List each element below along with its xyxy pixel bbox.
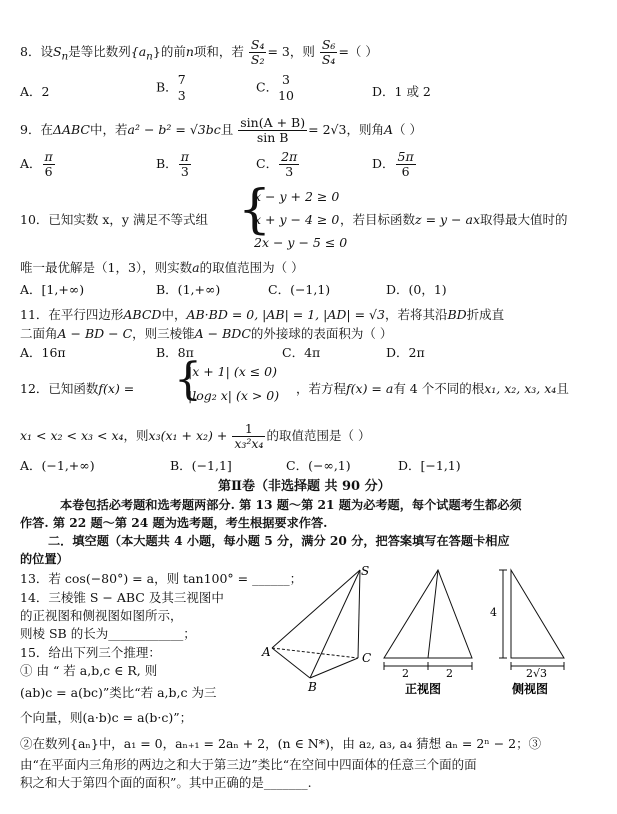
q8-option-a: A．2 (20, 84, 50, 99)
q8-option-d: D．1 或 2 (372, 84, 431, 99)
q9-option-b: B． $\frac{\pi}{3}$ (156, 149, 189, 179)
q10-option-d: D．(0，1) (386, 282, 447, 297)
label-a: A (262, 645, 271, 659)
front-width-1: 2 (402, 667, 409, 680)
q11-option-c: C．4π (282, 345, 321, 360)
q11-option-b: B．8π (156, 345, 194, 360)
q9-option-a: A． $\frac{\pi}{6}$ (20, 149, 53, 179)
q10-constraint-2: x + y − 4 ≥ 0 (254, 212, 340, 227)
q8-fraction-1: $\frac{\text{S₄}}{\text{S₂}}$ (250, 37, 265, 67)
q10-brace: { (238, 180, 272, 240)
part2-intro-1: 本卷包括必考题和选考题两部分. 第 13 题～第 21 题为必考题，每个试题考生都必须 (60, 498, 522, 512)
side-view-figure (499, 570, 564, 670)
q12-line2: x₁ < x₂ < x₃ < x₄，则x₃(x₁ + x₂) + $\frac{1}{\text{x₃²x₄}}$ 的取值范围是（ ） (20, 421, 371, 451)
fill-section-title-2: 的位置） (20, 552, 69, 566)
q8-option-c: C． 3 10 (256, 72, 294, 103)
q9-stem: 9．在ΔABC中，若a² − b² = √3bc且 $\frac{\sin(A + B)}{\text{sin B}}$ = 2√3，则角A（ ） (20, 115, 422, 145)
label-b: B (308, 680, 317, 694)
q11-option-a: A．16π (20, 345, 66, 360)
label-s: S (361, 564, 370, 578)
q12-option-d: D．[−1,1) (398, 458, 461, 473)
front-width-2: 2 (446, 667, 453, 680)
part2-title: 第Ⅱ卷（非选择题 共 90 分） (218, 479, 391, 494)
q9-option-c: C． $\frac{2\pi}{3}$ (256, 149, 298, 179)
q10-line2: 唯一最优解是（1，3），则实数a的取值范围为（ ） (20, 260, 304, 275)
q15-line-3: (ab)c = a(bc)”类比“若 a,b,c 为三 (20, 685, 217, 700)
label-c: C (362, 651, 372, 665)
q9-option-d: D． $\frac{5\pi}{6}$ (372, 149, 414, 179)
q15-line-7: 积之和大于第四个面的面积”。其中正确的是_______. (20, 775, 312, 790)
side-view-label: 侧视图 (512, 682, 549, 696)
front-view-label: 正视图 (405, 682, 442, 696)
q14-line-2: 的正视图和侧视图如图所示， (20, 608, 183, 623)
fill-section-title-1: 二．填空题（本大题共 4 小题，每小题 5 分，满分 20 分，把答案填写在答题卡相应 (48, 534, 510, 548)
q15-line-4: 个向量，则(a·b)c = a(b·c)”； (20, 710, 193, 725)
q15-line-6: 由“在平面内三角形的两边之和大于第三边”类比“在空间中四面体的任意三个面的面 (20, 757, 477, 772)
q11-stem: 11．在平行四边形ABCD中，AB·BD = 0, |AB| = 1, |AD| = √3，若将其沿BD折成直 (20, 307, 505, 322)
side-width: 2√3 (526, 667, 548, 680)
q12-brace: { (174, 354, 202, 405)
q15-line-1: 15．给出下列三个推理： (20, 645, 161, 660)
side-height: 4 (490, 606, 497, 619)
q8-fraction-2: $\frac{\text{S₆}}{\text{S₄}}$ (321, 37, 336, 67)
q15-line-2: ① 由 “ 若 a,b,c ∈ R, 则 (20, 663, 158, 678)
part2-intro-2: 作答. 第 22 题～第 24 题为选考题，考生根据要求作答. (20, 516, 328, 530)
q12-piece-1: |x + 1| (x ≤ 0) (188, 364, 277, 379)
q10-option-c: C．(−1,1) (268, 282, 331, 297)
q12-stem-a: 12．已知函数f(x) = (20, 381, 135, 396)
q12-option-b: B．(−1,1] (170, 458, 232, 473)
front-view-figure (384, 570, 472, 670)
q9-fraction: $\frac{\sin(A + B)}{\text{sin B}}$ (240, 115, 306, 145)
q15-line-5: ②在数列{aₙ}中，a₁ = 0，aₙ₊₁ = 2aₙ + 2，(n ∈ N*)，由 a₂, a₃, a₄ 猜想 aₙ = 2ⁿ − 2；③ (20, 736, 542, 751)
q8-option-b: B． 7 3 (156, 72, 186, 103)
q14-line-1: 14．三棱锥 S − ABC 及其三视图中 (20, 590, 224, 605)
q10-stem-b: ，若目标函数z = y − ax取得最大值时的 (340, 212, 568, 227)
q14-line-3: 则棱 SB 的长为____________； (20, 626, 196, 641)
q10-constraint-3: 2x − y − 5 ≤ 0 (254, 235, 348, 250)
q12-stem-b: ，若方程f(x) = a有 4 个不同的根x₁, x₂, x₃, x₄且 (296, 381, 569, 396)
q10-option-b: B．(1,+∞) (156, 282, 221, 297)
q12-option-c: C．(−∞,1) (286, 458, 351, 473)
q10-constraint-1: x − y + 2 ≥ 0 (254, 189, 340, 204)
q12-piece-2: |log₂ x| (x > 0) (188, 388, 280, 403)
q10-option-a: A．[1,+∞) (20, 282, 85, 297)
q12-option-a: A．(−1,+∞) (20, 458, 95, 473)
q10-stem-a: 10．已知实数 x，y 满足不等式组 (20, 212, 208, 227)
q8-stem: 8．设$S_n$是等比数列$\{a_n\}$的前n项和，若 $\frac{\text{S₄}}{\text{S₂}}$ = 3，则 $\frac{\text{S₆}}{\text{S₄}}$ =（ ） (20, 37, 378, 67)
q11-line2: 二面角A − BD − C，则三棱锥A − BDC的外接球的表面积为（ ） (20, 326, 393, 341)
q11-option-d: D．2π (386, 345, 425, 360)
q13-text: 13．若 cos(−80°) = a，则 tan100° = ______； (20, 571, 303, 586)
